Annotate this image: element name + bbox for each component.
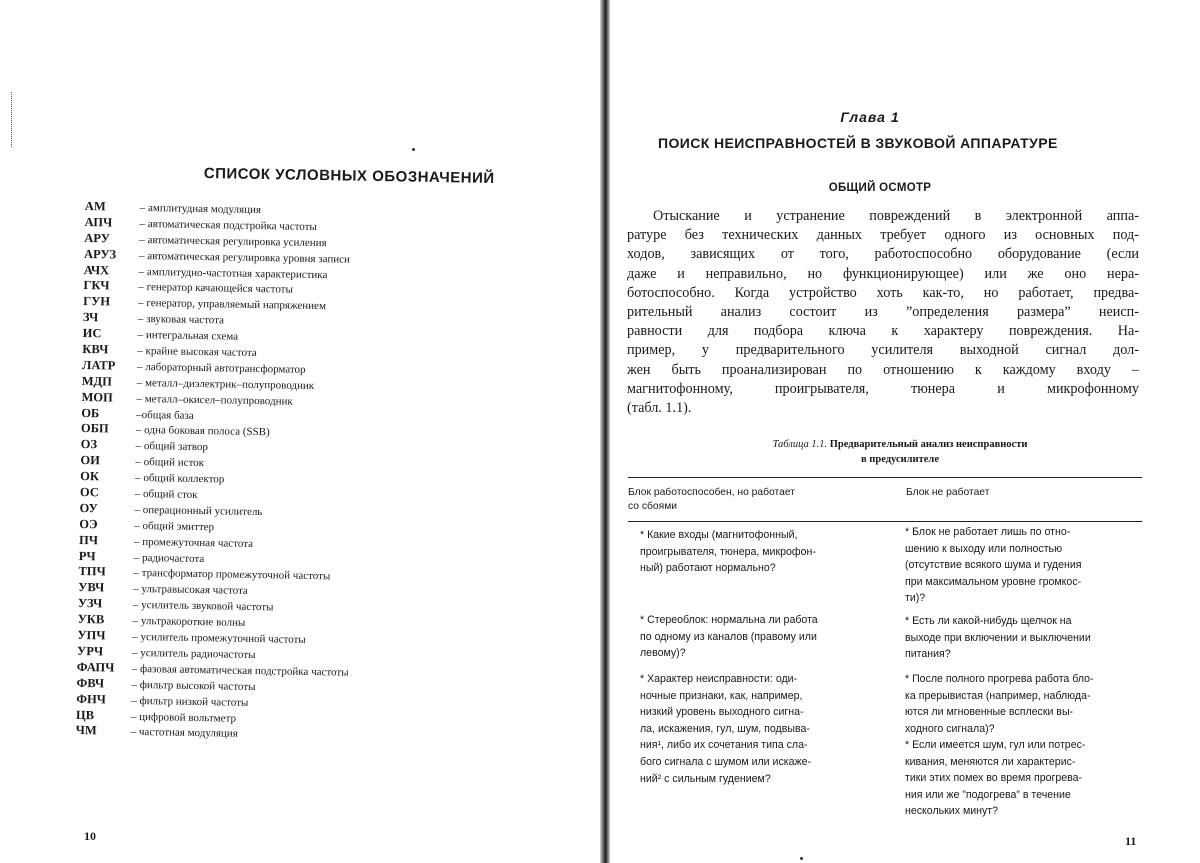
table-cell [640,527,816,577]
chapter-label: Глава 1 [840,109,900,125]
abbreviation-term: МОП [81,389,113,405]
abbreviation-term: ОБП [80,421,109,436]
abbreviation-definition: – ультракороткие волны [132,615,246,630]
abbreviation-term: КВЧ [82,341,109,357]
table-cell-line: (отсутствие всякого шума и гудения [905,559,1082,572]
abbreviation-definition: – автоматическая регулировка уровня записи [138,249,351,266]
abbreviation-definition: – интегральная схема [137,329,239,343]
abbreviation-term: ОИ [80,453,101,468]
abbreviation-term: УПЧ [77,627,106,643]
table-cell-line: по одному из каналов (правому или [640,630,817,643]
abbreviation-definition: – усилитель радиочастоты [131,646,256,661]
abbreviation-definition: – автоматическая подстройка частоты [139,217,317,233]
table-cell-line: нескольких минут? [905,805,999,818]
abbreviation-definition: –общая база [136,408,194,422]
body-line: магнитофонному, проигрывателя, тюнера и микрофонному [627,380,1139,397]
abbreviation-definition: – генератор, управляемый напряжением [138,297,327,313]
abbreviation-definition: – ультравысокая частота [133,583,248,598]
table-cell-line: * Блок не работает лишь по отно- [905,526,1071,538]
table-cell-line: ночные признаки, как, например, [640,689,803,702]
page-number-left: 10 [84,829,96,843]
abbreviation-term: ФВЧ [76,675,105,691]
abbreviation-term: ЗЧ [82,310,99,325]
table-caption-line2: в предусилителе [861,454,939,465]
abbreviation-definition: – общий сток [134,487,198,502]
abbreviation-term: ФНЧ [76,691,107,707]
table-cell [640,671,811,787]
abbreviation-term: ЦВ [75,707,95,722]
abbreviation-definition: – генератор качающейся частоты [138,281,294,297]
table-cell-line: ния¹, либо их сочетания типа сла- [640,739,808,752]
abbreviation-definition: – металл–окисел–полупроводник [136,392,293,408]
table-cell-line: левому)? [640,647,686,660]
table-cell-line: низкий уровень выходного сигна- [640,706,804,719]
abbreviation-term: УЗЧ [77,596,103,611]
table-header-left-line1: Блок работоспособен, но работает [628,487,795,498]
book-gutter [600,0,610,863]
table-cell-line: ный) работают нормально? [640,562,776,575]
abbreviation-term: ОЭ [79,516,98,532]
table-cell-line: * Стереоблок: нормальна ли работа [640,614,818,626]
abbreviation-definition: – общий затвор [135,440,209,454]
abbreviation-definition: – трансформатор промежуточной частоты [133,567,331,583]
abbreviation-term: АЧХ [83,262,110,277]
body-line: равности для подбора ключа к характеру повреждения. На- [627,323,1139,340]
abbreviation-definition: – общий коллектор [135,472,225,486]
abbreviation-term: УВЧ [78,580,105,595]
abbreviation-term: ФАПЧ [76,659,115,675]
page-number-right: 11 [1125,834,1137,848]
abbreviation-term: ОК [80,469,100,484]
print-speck [412,148,415,151]
abbreviation-definition: – фильтр высокой частоты [131,678,256,693]
body-line: даже и неправильно, но функционирующее) или же оно нера- [627,265,1139,282]
table-caption-label: Таблица 1.1. [772,439,828,450]
abbreviation-definition: – металл–диэлектрик–полупроводник [136,376,315,392]
margin-mark [11,92,14,147]
table-cell-line: ка прерывистая (например, наблюда- [905,689,1091,702]
abbreviation-term: УКВ [77,612,105,627]
abbreviation-definition: – частотная модуляция [130,726,238,741]
abbreviation-definition: – усилитель промежуточной частоты [132,630,306,646]
table-header-rule [628,521,1142,522]
table-cell [905,737,1085,820]
abbreviation-definition: – фильтр низкой частоты [131,694,249,709]
table-cell-line: * После полного прогрева работа бло- [905,673,1094,685]
abbreviation-term: ЧМ [75,723,97,738]
abbreviation-term: АМ [84,199,106,214]
abbreviation-term: АРУЗ [83,246,117,262]
chapter-title: ПОИСК НЕИСПРАВНОСТЕЙ В ЗВУКОВОЙ АППАРАТУРЕ [658,135,1058,151]
abbreviation-definition: – общий эмиттер [134,519,215,534]
table-cell-line: ния или же ”подогрева” в течение [905,788,1071,801]
body-line: рительный анализ состоит из ”определения размера” неисп- [627,303,1139,320]
body-line: ратуре без технических данных требует одного из основных под- [627,227,1139,244]
body-line: пример, у предварительного усилителя выходной сигнал дол- [627,342,1139,359]
abbreviation-term: ГУН [83,294,111,309]
abbreviation-definition: – фазовая автоматическая подстройка частоты [131,662,349,679]
abbreviation-term: АРУ [84,230,110,246]
table-cell-line: тики этих помех во время прогрева- [905,772,1083,785]
abbreviation-definition: – лабораторный автотрансформатор [136,360,306,376]
abbreviation-term: УРЧ [76,643,104,659]
abbreviation-definition: – радиочастота [133,551,205,565]
abbreviation-term: ПЧ [78,532,99,547]
table-cell-line: ний² с сильным гудением? [640,772,771,785]
body-line: (табл. 1.1). [627,399,692,416]
abbreviation-definition: – амплитудно-частотная характеристика [138,265,328,281]
abbreviation-definition: – общий исток [135,456,205,470]
abbreviations-title: СПИСОК УСЛОВНЫХ ОБОЗНАЧЕНИЙ [203,165,495,188]
table-cell-line: при максимальном уровне громкос- [905,575,1082,588]
table-caption [700,437,1100,467]
abbreviation-term: АПЧ [84,214,113,230]
abbreviation-definition: – промежуточная частота [133,535,254,550]
table-cell-line: шению к выходу или полностью [905,542,1063,555]
abbreviation-definition: – операционный усилитель [134,503,263,519]
table-caption-line1: Предварительный анализ неисправности [829,439,1028,450]
print-speck [800,857,803,860]
table-header-left [628,486,795,514]
abbreviation-term: ИС [82,326,102,341]
abbreviation-definition: – одна боковая полоса (SSB) [135,424,270,439]
abbreviation-definition: – звуковая частота [137,313,225,327]
abbreviation-definition: – амплитудная модуляция [139,201,262,217]
table-header-right: Блок не работает [906,487,990,498]
abbreviation-term: ЛАТР [81,357,116,373]
table-cell-line: * Есть ли какой-нибудь щелчок на [905,615,1072,627]
table-cell-line: ются ли мгновенные всплески вы- [905,706,1074,719]
table-cell [905,524,1081,607]
table-cell-line: * Какие входы (магнитофонный, [640,529,798,541]
abbreviation-term: РЧ [78,548,96,563]
table-cell-line: * Характер неисправности: оди- [640,673,798,685]
abbreviation-term: ТПЧ [78,564,106,579]
body-paragraph [627,207,1139,418]
abbreviation-definition: – крайне высокая частота [137,344,257,360]
table-cell-line: кивания, меняются ли характерис- [905,755,1076,768]
section-title: ОБЩИЙ ОСМОТР [828,182,932,194]
abbreviation-definition: – автоматическая регулировка усиления [139,233,327,250]
table-cell-line: бого сигнала с шумом или искаже- [640,755,812,768]
table-cell [640,612,818,662]
body-line: ботоспособно. Когда устройство хоть как-то, но работает, предва- [627,284,1139,301]
table-cell-line: ходного сигнала)? [905,722,995,735]
table-cell-line: выходе при включении и выключении [905,631,1091,644]
table-cell [905,671,1094,737]
table-top-rule [628,477,1142,478]
table-cell-line: проигрывателя, тюнера, микрофон- [640,545,816,558]
table-header-left-line2: со сбоями [628,501,678,512]
abbreviation-term: ОБ [81,405,100,420]
body-line: Отыскание и устранение повреждений в электронной аппа- [653,208,1139,224]
table-cell-line: * Если имеется шум, гул или потрес- [905,739,1086,751]
abbreviation-term: МДП [81,373,113,389]
abbreviation-definition: – цифровой вольтметр [130,710,237,725]
abbreviation-term: ОЗ [80,437,98,452]
table-cell-line: питания? [905,648,951,661]
table-cell-line: ла, искажения, гул, шум, подвыва- [640,722,810,735]
abbreviation-term: ОС [79,484,99,500]
table-cell-line: ти)? [905,592,926,605]
abbreviation-definition: – усилитель звуковой частоты [132,599,274,614]
abbreviation-term: ГКЧ [83,278,110,293]
abbreviation-term: ОУ [79,500,98,516]
abbreviations-list [76,199,357,744]
table-cell [905,613,1091,663]
body-line: ходов, зависящих от того, работоспособно оборудование (если [627,246,1139,263]
body-line: жен быть проанализирован по отношению к каждому входу – [627,361,1139,378]
